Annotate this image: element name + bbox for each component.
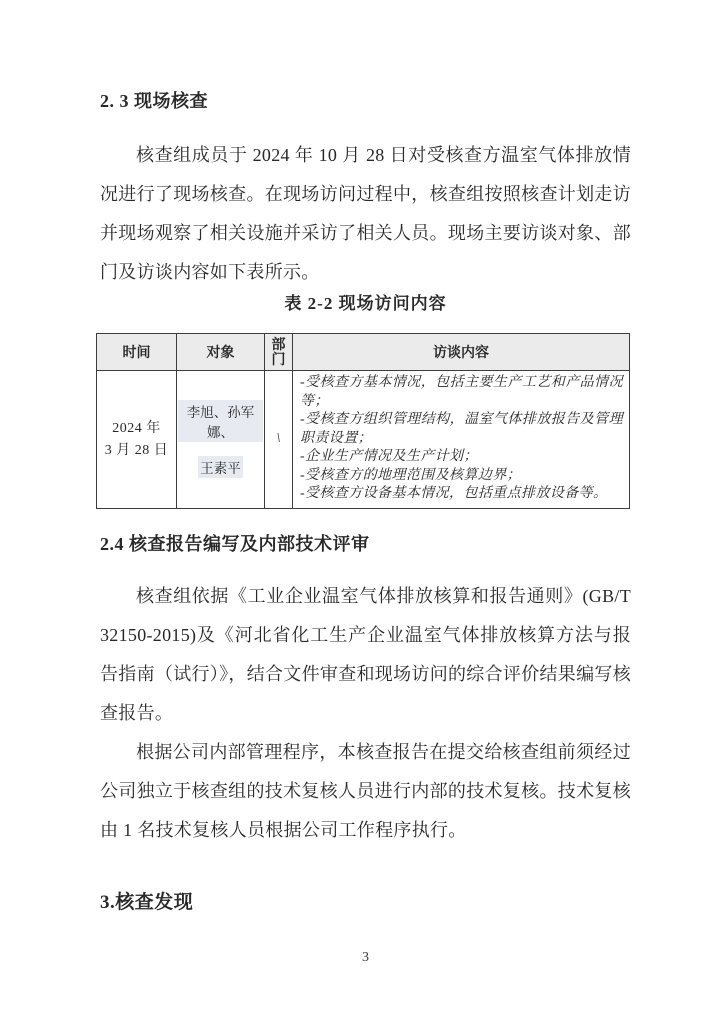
table-cell-time bbox=[97, 371, 177, 509]
table-caption: 表 2-2 现场访问内容 bbox=[284, 294, 447, 313]
table-cell-department: \ bbox=[265, 371, 293, 509]
section-2-4-paragraph-2: 根据公司内部管理程序，本核查报告在提交给核查组前须经过公司独立于核查组的技术复核人员进行内部的技术复核。技术复核由 1 名技术复核人员根据公司工作程序执行。 bbox=[100, 741, 631, 840]
page-number: 3 bbox=[362, 949, 369, 965]
table-header-content: 访谈内容 bbox=[293, 334, 630, 371]
interview-content-item: -受核查方基本情况，包括主要生产工艺和产品情况等； bbox=[300, 375, 623, 409]
interview-content-item: -受核查方的地理范围及核算边界； bbox=[300, 467, 522, 483]
interviewee-names-line1: 李旭、孙军娜、 bbox=[178, 400, 263, 442]
section-2-3-paragraph: 核查组成员于 2024 年 10 月 28 日对受核查方温室气体排放情况进行了现场核查。在现场访问过程中，核查组按照核查计划走访并现场观察了相关设施并采访了相关人员。现场主要访谈对象、部门及访谈内容如下表所示。 bbox=[100, 145, 631, 282]
table-row bbox=[97, 371, 630, 509]
table-cell-subject bbox=[177, 371, 265, 509]
interviewee-names-line2: 王素平 bbox=[198, 456, 243, 478]
section-2-4-paragraph-1: 核查组依据《工业企业温室气体排放核算和报告通则》(GB/T 32150-2015)及《河北省化工生产企业温室气体排放核算方法与报告指南（试行）》，结合文件审查和现场访问的综合评价结果编写核查报告。 bbox=[100, 585, 631, 723]
table-header-time: 时间 bbox=[97, 334, 177, 371]
table-header-row bbox=[97, 334, 630, 371]
visit-date-line1: 2024 年 bbox=[112, 420, 161, 436]
interview-content-item: -企业生产情况及生产计划； bbox=[300, 449, 478, 464]
table-cell-content bbox=[293, 371, 630, 509]
section-2-4-heading: 2.4 核查报告编写及内部技术评审 bbox=[100, 533, 370, 554]
visit-date-line2: 3 月 28 日 bbox=[104, 442, 169, 458]
section-2-3-heading: 2. 3 现场核查 bbox=[100, 91, 208, 111]
table-header-subject: 对象 bbox=[177, 334, 265, 371]
interview-content-item: -受核查方组织管理结构，温室气体排放报告及管理职责设置； bbox=[300, 412, 623, 446]
table-header-department: 部门 bbox=[265, 334, 293, 371]
interview-content-item: -受核查方设备基本情况，包括重点排放设备等。 bbox=[300, 486, 608, 501]
section-3-heading: 3.核查发现 bbox=[100, 891, 194, 913]
site-visit-table bbox=[96, 333, 630, 509]
